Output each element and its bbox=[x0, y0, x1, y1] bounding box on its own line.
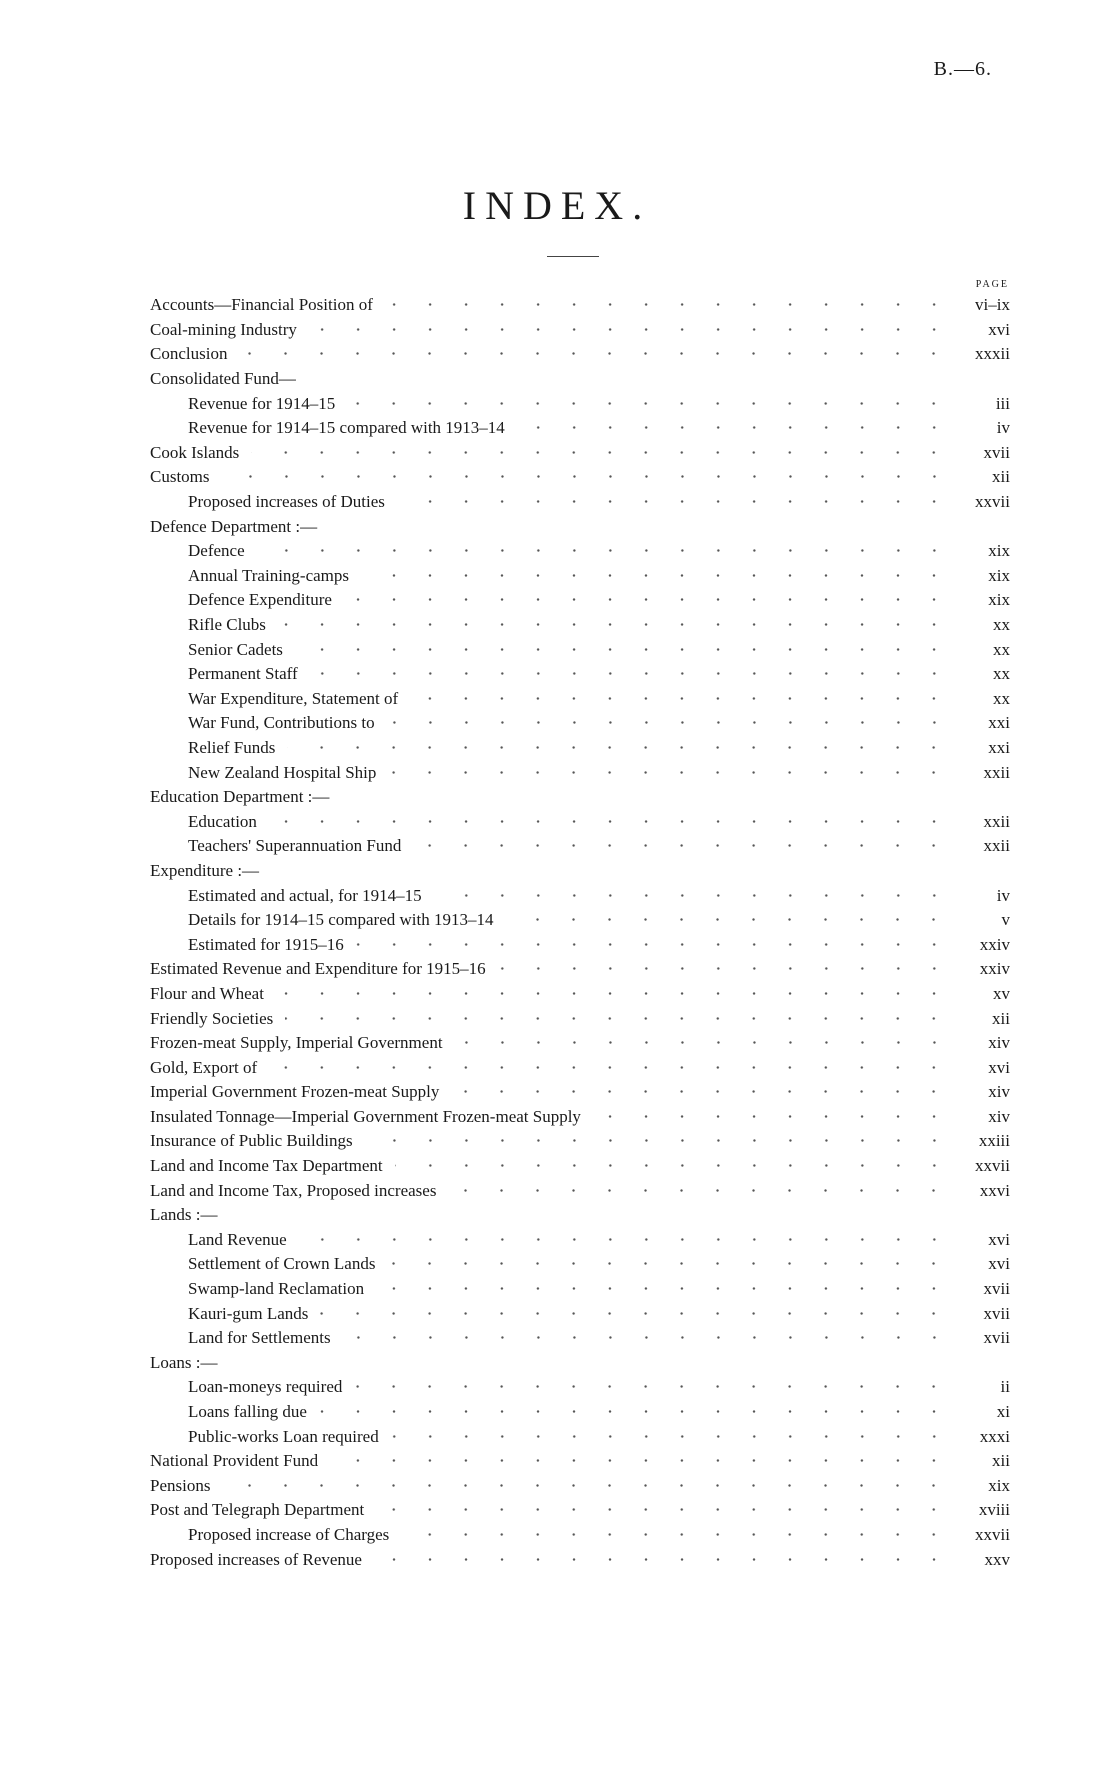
dot-leader bbox=[387, 1259, 952, 1269]
index-entry bbox=[150, 1154, 1010, 1179]
index-subentry bbox=[150, 932, 1010, 957]
entry-page-number: xx bbox=[993, 639, 1010, 659]
index-subentry bbox=[150, 416, 1010, 441]
dot-leader bbox=[330, 1456, 952, 1466]
dot-leader bbox=[354, 1382, 952, 1392]
index-entry bbox=[150, 1006, 1010, 1031]
index-subentry bbox=[150, 391, 1010, 416]
index-subentry bbox=[150, 736, 1010, 761]
dot-leader bbox=[505, 915, 952, 925]
entry-label: Revenue for 1914–15 compared with 1913–14 bbox=[188, 418, 505, 438]
entry-page-number: xx bbox=[993, 615, 1010, 635]
dot-leader bbox=[271, 866, 952, 876]
entry-page-number: xvii bbox=[983, 1279, 1010, 1299]
index-subentry bbox=[150, 883, 1010, 908]
entry-label: Defence bbox=[188, 541, 245, 561]
entry-page-number: xxii bbox=[983, 811, 1010, 831]
index-entry bbox=[150, 1351, 1010, 1376]
entry-page-number: xxi bbox=[988, 737, 1010, 757]
index-entry bbox=[150, 957, 1010, 982]
entry-label: Public-works Loan required bbox=[188, 1426, 379, 1446]
index-entry bbox=[150, 1055, 1010, 1080]
entry-page-number: xix bbox=[988, 565, 1010, 585]
entry-page-number: xvi bbox=[988, 1229, 1010, 1249]
entry-label: War Fund, Contributions to bbox=[188, 713, 375, 733]
index-subentry bbox=[150, 1523, 1010, 1548]
entry-page-number: xxvii bbox=[975, 492, 1010, 512]
entry-label: Education bbox=[188, 811, 257, 831]
dot-leader bbox=[413, 841, 952, 851]
index-subentry bbox=[150, 908, 1010, 933]
entry-label: Senior Cadets bbox=[188, 639, 283, 659]
entry-page-number: xii bbox=[992, 1451, 1010, 1471]
index-entry bbox=[150, 342, 1010, 367]
entry-label: Land Revenue bbox=[188, 1229, 287, 1249]
entry-page-number: iii bbox=[995, 393, 1010, 413]
entry-label: Lands :— bbox=[150, 1205, 218, 1225]
entry-page-number: xv bbox=[993, 983, 1010, 1003]
entry-label: Rifle Clubs bbox=[188, 615, 266, 635]
index-entry bbox=[150, 1178, 1010, 1203]
index-subentry bbox=[150, 539, 1010, 564]
dot-leader bbox=[329, 522, 952, 532]
entry-label: Friendly Societies bbox=[150, 1008, 274, 1028]
dot-leader bbox=[309, 325, 952, 335]
entry-page-number: xii bbox=[992, 1008, 1010, 1028]
dot-leader bbox=[361, 571, 952, 581]
dot-leader bbox=[498, 964, 952, 974]
dot-leader bbox=[434, 891, 952, 901]
entry-page-number: xix bbox=[988, 541, 1010, 561]
dot-leader bbox=[287, 743, 952, 753]
entry-label: Loans :— bbox=[150, 1352, 218, 1372]
title-divider bbox=[547, 256, 599, 257]
entry-label: Land and Income Tax Department bbox=[150, 1156, 383, 1176]
dot-leader bbox=[385, 300, 952, 310]
entry-page-number: xvi bbox=[988, 319, 1010, 339]
entry-page-number: xvi bbox=[988, 1254, 1010, 1274]
index-entry bbox=[150, 465, 1010, 490]
index-subentry bbox=[150, 637, 1010, 662]
entry-label: Proposed increase of Charges bbox=[188, 1524, 390, 1544]
index-entry bbox=[150, 1547, 1010, 1572]
entry-page-number: xxvi bbox=[979, 1180, 1010, 1200]
page-title: INDEX. bbox=[462, 183, 652, 228]
entry-label: Frozen-meat Supply, Imperial Government bbox=[150, 1033, 443, 1053]
index-entry bbox=[150, 859, 1010, 884]
entry-page-number: iv bbox=[996, 885, 1010, 905]
entry-page-number: v bbox=[1001, 910, 1010, 930]
entry-page-number: xxvii bbox=[975, 1524, 1010, 1544]
index-subentry bbox=[150, 588, 1010, 613]
dot-leader bbox=[391, 1432, 952, 1442]
dot-leader bbox=[222, 472, 952, 482]
dot-leader bbox=[276, 989, 952, 999]
entry-page-number: xi bbox=[996, 1402, 1010, 1422]
entry-label: Proposed increases of Duties bbox=[188, 492, 385, 512]
entry-label: Imperial Government Frozen-meat Supply bbox=[150, 1082, 440, 1102]
index-subentry bbox=[150, 490, 1010, 515]
entry-page-number: xvii bbox=[983, 442, 1010, 462]
dot-leader bbox=[347, 399, 952, 409]
index-subentry bbox=[150, 1228, 1010, 1253]
dot-leader bbox=[278, 620, 952, 630]
entry-page-number: xiv bbox=[988, 1106, 1010, 1126]
index-subentry bbox=[150, 760, 1010, 785]
entry-page-number: xviii bbox=[978, 1500, 1010, 1520]
entry-label: Land and Income Tax, Proposed increases bbox=[150, 1180, 437, 1200]
dot-leader bbox=[388, 768, 952, 778]
index-subentry bbox=[150, 1252, 1010, 1277]
entry-page-number: iv bbox=[996, 418, 1010, 438]
entry-label: Details for 1914–15 compared with 1913–14 bbox=[188, 910, 494, 930]
entry-label: Education Department :— bbox=[150, 787, 330, 807]
index-entry bbox=[150, 1031, 1010, 1056]
index-entry bbox=[150, 1105, 1010, 1130]
entry-page-number: xix bbox=[988, 1475, 1010, 1495]
entry-page-number: xxii bbox=[983, 762, 1010, 782]
dot-leader bbox=[344, 595, 952, 605]
entry-label: Expenditure :— bbox=[150, 860, 260, 880]
index-subentry bbox=[150, 613, 1010, 638]
index-entry bbox=[150, 318, 1010, 343]
entry-label: Annual Training-camps bbox=[188, 565, 350, 585]
dot-leader bbox=[376, 1505, 952, 1515]
dot-leader bbox=[397, 497, 952, 507]
index-entry bbox=[150, 293, 1010, 318]
dot-leader bbox=[269, 1063, 952, 1073]
index-subentry bbox=[150, 809, 1010, 834]
index-entry bbox=[150, 1474, 1010, 1499]
entry-page-number: xxiv bbox=[979, 959, 1010, 979]
entry-label: Gold, Export of bbox=[150, 1057, 258, 1077]
entry-page-number: vi–ix bbox=[975, 295, 1010, 315]
entry-page-number: xii bbox=[992, 467, 1010, 487]
entry-page-number: ii bbox=[1000, 1377, 1010, 1397]
index-subentry bbox=[150, 711, 1010, 736]
entry-label: Swamp-land Reclamation bbox=[188, 1279, 365, 1299]
dot-leader bbox=[269, 817, 952, 827]
entry-page-number: xxiii bbox=[978, 1131, 1010, 1151]
entry-label: Insulated Tonnage—Imperial Government Frozen-meat Supply bbox=[150, 1106, 581, 1126]
dot-leader bbox=[320, 1309, 952, 1319]
index-entry bbox=[150, 1080, 1010, 1105]
dot-leader bbox=[299, 1235, 952, 1245]
entry-label: National Provident Fund bbox=[150, 1451, 319, 1471]
entry-label: Consolidated Fund— bbox=[150, 369, 296, 389]
entry-label: Loan-moneys required bbox=[188, 1377, 343, 1397]
index-entry bbox=[150, 1203, 1010, 1228]
index-subentry bbox=[150, 834, 1010, 859]
dot-leader bbox=[239, 349, 952, 359]
entry-label: Kauri-gum Lands bbox=[188, 1303, 309, 1323]
entry-page-number: xx bbox=[993, 688, 1010, 708]
entry-label: Revenue for 1914–15 bbox=[188, 393, 336, 413]
entry-page-number: xvii bbox=[983, 1303, 1010, 1323]
dot-leader bbox=[251, 448, 952, 458]
entry-label: Proposed increases of Revenue bbox=[150, 1549, 362, 1569]
entry-label: New Zealand Hospital Ship bbox=[188, 762, 377, 782]
entry-label: Settlement of Crown Lands bbox=[188, 1254, 376, 1274]
dot-leader bbox=[343, 1333, 952, 1343]
entry-page-number: xxiv bbox=[979, 934, 1010, 954]
dot-leader bbox=[257, 546, 952, 556]
entry-label: Permanent Staff bbox=[188, 664, 298, 684]
entry-label: Estimated and actual, for 1914–15 bbox=[188, 885, 422, 905]
entry-label: Defence Expenditure bbox=[188, 590, 332, 610]
dot-leader bbox=[341, 792, 952, 802]
index-subentry bbox=[150, 1424, 1010, 1449]
index-entry bbox=[150, 367, 1010, 392]
dot-leader bbox=[285, 1014, 952, 1024]
entry-label: Conclusion bbox=[150, 344, 228, 364]
dot-leader bbox=[230, 1210, 952, 1220]
entry-label: Pensions bbox=[150, 1475, 211, 1495]
entry-page-number: xxi bbox=[988, 713, 1010, 733]
entry-label: Accounts—Financial Position of bbox=[150, 295, 373, 315]
entry-page-number: xxii bbox=[983, 836, 1010, 856]
dot-leader bbox=[230, 1358, 952, 1368]
index-subentry bbox=[150, 687, 1010, 712]
entry-label: Estimated Revenue and Expenditure for 1915–16 bbox=[150, 959, 486, 979]
index-entry bbox=[150, 982, 1010, 1007]
dot-leader bbox=[356, 940, 952, 950]
entry-label: Cook Islands bbox=[150, 442, 240, 462]
dot-leader bbox=[222, 1481, 952, 1491]
entry-page-number: xx bbox=[993, 664, 1010, 684]
entry-label: Teachers' Superannuation Fund bbox=[188, 836, 402, 856]
index-entry bbox=[150, 1449, 1010, 1474]
index-subentry bbox=[150, 1301, 1010, 1326]
entry-page-number: xvii bbox=[983, 1328, 1010, 1348]
page-column-heading: PAGE bbox=[975, 279, 1009, 290]
index-entry bbox=[150, 441, 1010, 466]
entry-label: Flour and Wheat bbox=[150, 983, 264, 1003]
entry-page-number: xix bbox=[988, 590, 1010, 610]
index-entry bbox=[150, 514, 1010, 539]
dot-leader bbox=[295, 645, 952, 655]
dot-leader bbox=[365, 1136, 952, 1146]
index-subentry bbox=[150, 662, 1010, 687]
entry-label: Defence Department :— bbox=[150, 516, 318, 536]
index-subentry bbox=[150, 1375, 1010, 1400]
index-entry bbox=[150, 1129, 1010, 1154]
entry-label: Coal-mining Industry bbox=[150, 319, 297, 339]
entry-page-number: xxxi bbox=[979, 1426, 1010, 1446]
dot-leader bbox=[448, 1186, 952, 1196]
index-subentry bbox=[150, 1400, 1010, 1425]
index-subentry bbox=[150, 564, 1010, 589]
index-list bbox=[150, 293, 1010, 1572]
dot-leader bbox=[308, 374, 952, 384]
entry-page-number: xiv bbox=[988, 1033, 1010, 1053]
dot-leader bbox=[517, 423, 952, 433]
dot-leader bbox=[376, 1284, 952, 1294]
entry-label: Estimated for 1915–16 bbox=[188, 934, 344, 954]
dot-leader bbox=[455, 1038, 952, 1048]
dot-leader bbox=[395, 1161, 952, 1171]
dot-leader bbox=[387, 718, 952, 728]
entry-label: War Expenditure, Statement of bbox=[188, 688, 399, 708]
entry-label: Land for Settlements bbox=[188, 1328, 331, 1348]
dot-leader bbox=[374, 1555, 952, 1565]
entry-page-number: xxv bbox=[984, 1549, 1010, 1569]
entry-label: Customs bbox=[150, 467, 210, 487]
dot-leader bbox=[310, 669, 952, 679]
dot-leader bbox=[401, 1530, 952, 1540]
index-entry bbox=[150, 785, 1010, 810]
document-reference: B.—6. bbox=[933, 58, 992, 80]
index-subentry bbox=[150, 1326, 1010, 1351]
entry-label: Post and Telegraph Department bbox=[150, 1500, 365, 1520]
entry-page-number: xvi bbox=[988, 1057, 1010, 1077]
entry-label: Relief Funds bbox=[188, 737, 276, 757]
dot-leader bbox=[410, 694, 952, 704]
entry-page-number: xiv bbox=[988, 1082, 1010, 1102]
entry-label: Loans falling due bbox=[188, 1402, 307, 1422]
index-entry bbox=[150, 1498, 1010, 1523]
dot-leader bbox=[451, 1087, 952, 1097]
dot-leader bbox=[319, 1407, 952, 1417]
entry-label: Insurance of Public Buildings bbox=[150, 1131, 353, 1151]
entry-page-number: xxvii bbox=[975, 1156, 1010, 1176]
index-subentry bbox=[150, 1277, 1010, 1302]
dot-leader bbox=[593, 1112, 952, 1122]
entry-page-number: xxxii bbox=[975, 344, 1010, 364]
